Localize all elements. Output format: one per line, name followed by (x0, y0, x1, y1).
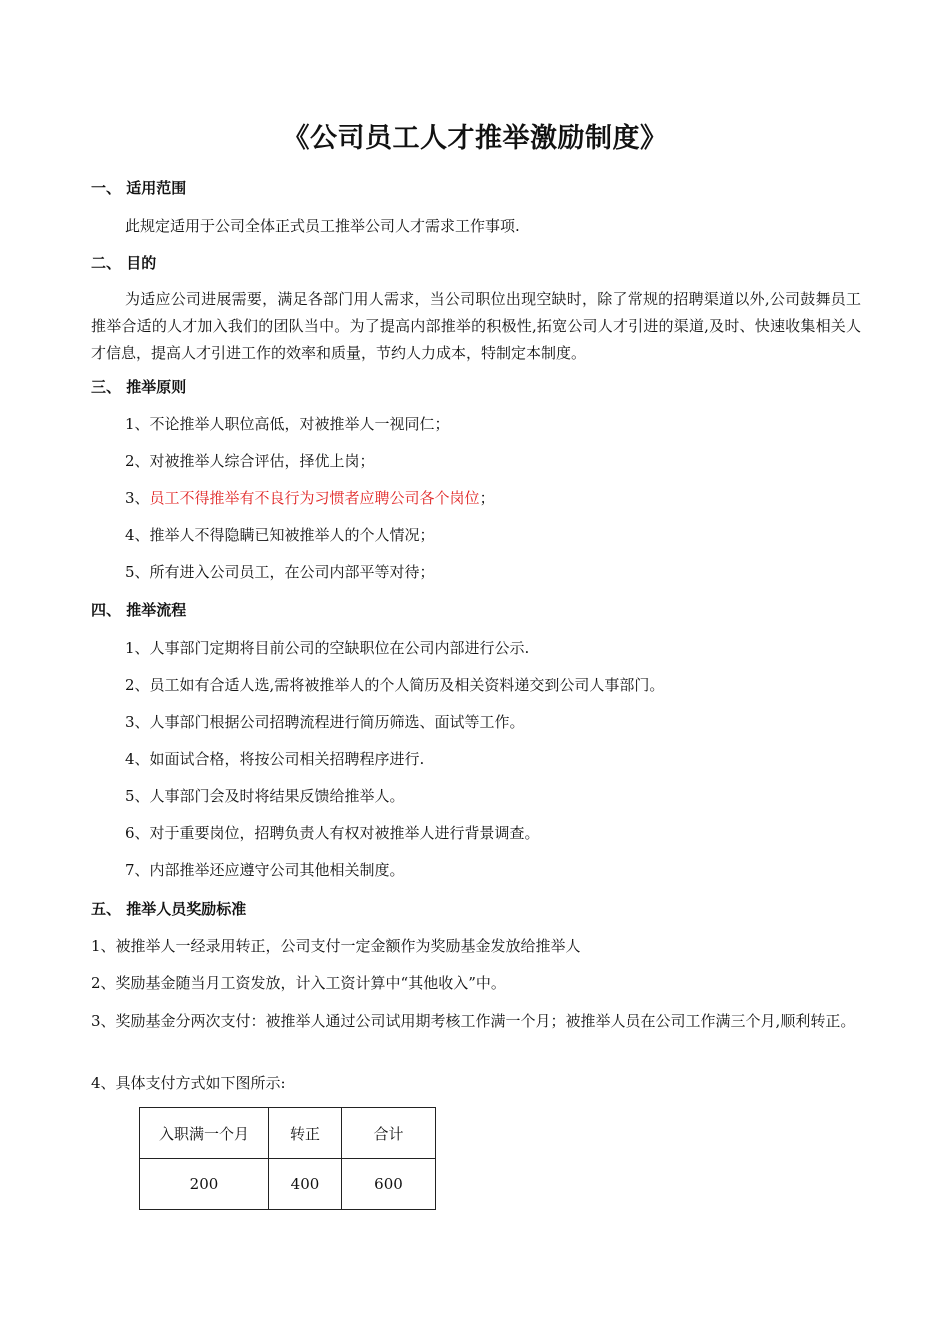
table-cell: 400 (269, 1159, 342, 1210)
process-item: 1、人事部门定期将目前公司的空缺职位在公司内部进行公示. (125, 639, 530, 657)
table-header-cell: 合计 (342, 1108, 436, 1159)
reward-item: 3、奖励基金分两次支付：被推举人通过公司试用期考核工作满一个月；被推举人员在公司工作满三个月,顺利转正。 (91, 1012, 856, 1030)
process-item: 4、如面试合格，将按公司相关招聘程序进行. (125, 750, 425, 768)
section-heading-purpose: 二、 目的 (91, 254, 157, 272)
table-cell: 200 (140, 1159, 269, 1210)
principle-item: 1、不论推举人职位高低，对被推举人一视同仁； (125, 415, 450, 433)
section-heading-principles: 三、 推举原则 (91, 378, 187, 396)
principle-item: 5、所有进入公司员工，在公司内部平等对待； (125, 563, 435, 581)
table-row (140, 1159, 436, 1210)
process-item: 2、员工如有合适人选,需将被推举人的个人简历及相关资料递交到公司人事部门。 (125, 676, 665, 694)
principle-item: 4、推举人不得隐瞒已知被推举人的个人情况； (125, 526, 435, 544)
document-title: 《公司员工人才推举激励制度》 (282, 123, 668, 154)
principle-item-end: ； (479, 489, 495, 507)
purpose-text: 为适应公司进展需要，满足各部门用人需求，当公司职位出现空缺时，除了常规的招聘渠道以外,公司鼓舞员工推举合适的人才加入我们的团队当中。为了提高内部推举的积极性,拓宽公司人才引进的渠道,及时、快速收集相关人才信息，提高人才引进工作的效率和质量，节约人力成本，特制定本制度。 (91, 290, 861, 362)
section-heading-scope: 一、 适用范围 (91, 179, 187, 197)
principle-item-highlighted (125, 488, 495, 508)
scope-text: 此规定适用于公司全体正式员工推举公司人才需求工作事项. (125, 217, 520, 235)
section-heading-process: 四、 推举流程 (91, 601, 187, 619)
process-item: 6、对于重要岗位，招聘负责人有权对被推举人进行背景调查。 (125, 824, 540, 842)
process-item: 3、人事部门根据公司招聘流程进行简历筛选、面试等工作。 (125, 713, 525, 731)
section-heading-reward: 五、 推举人员奖励标准 (91, 900, 247, 918)
reward-item: 2、奖励基金随当月工资发放，计入工资计算中“其他收入”中。 (91, 974, 506, 992)
table-header-row (140, 1108, 436, 1159)
reward-item: 4、具体支付方式如下图所示: (91, 1074, 286, 1092)
reward-table (139, 1107, 436, 1210)
process-item: 7、内部推举还应遵守公司其他相关制度。 (125, 861, 405, 879)
table-header-cell: 入职满一个月 (140, 1108, 269, 1159)
table-cell: 600 (342, 1159, 436, 1210)
principle-item: 2、对被推举人综合评估，择优上岗； (125, 452, 375, 470)
principle-item-number: 3、 (125, 489, 150, 507)
reward-item: 1、被推举人一经录用转正，公司支付一定金额作为奖励基金发放给推举人 (91, 937, 581, 955)
principle-red-text: 员工不得推举有不良行为习惯者应聘公司各个岗位 (149, 489, 480, 507)
table-header-cell: 转正 (269, 1108, 342, 1159)
process-item: 5、人事部门会及时将结果反馈给推举人。 (125, 787, 405, 805)
